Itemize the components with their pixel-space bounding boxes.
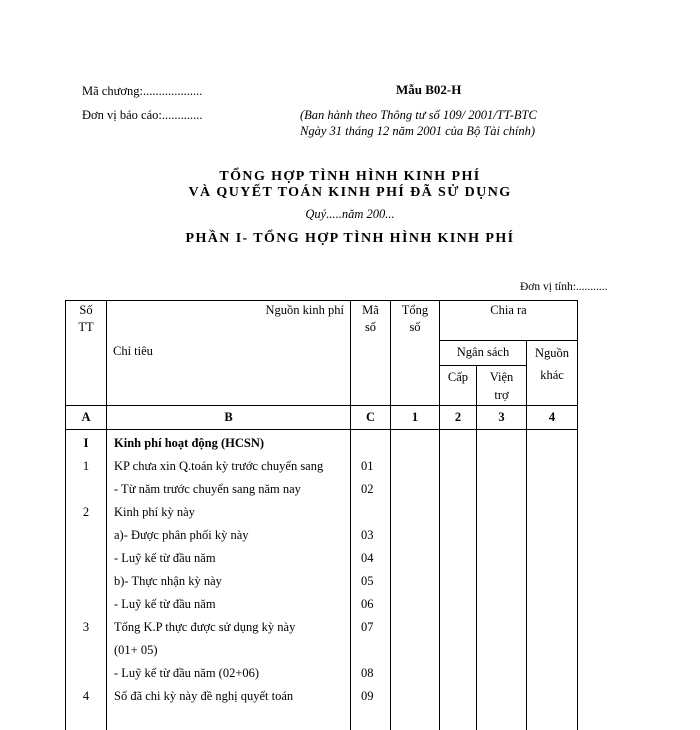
row-stt — [66, 524, 106, 547]
row-code: 02 — [351, 478, 390, 501]
source-header-label: Nguồn kinh phí — [266, 303, 344, 318]
row-code — [351, 501, 390, 524]
row-stt: I — [66, 432, 106, 455]
col-label-4: 4 — [527, 406, 578, 430]
row-code: 06 — [351, 593, 390, 616]
code-column — [351, 430, 391, 730]
row-stt — [66, 639, 106, 662]
row-label: Kinh phí hoạt động (HCSN) — [107, 432, 350, 455]
reporting-unit: Đơn vị báo cáo:............. — [82, 108, 202, 123]
title-line-1: TỔNG HỢP TÌNH HÌNH KINH PHÍ — [0, 169, 700, 185]
row-label: b)- Thực nhận kỳ này — [107, 570, 350, 593]
row-label: - Từ năm trước chuyển sang năm nay — [107, 478, 350, 501]
indicator-column — [107, 430, 351, 730]
split-header: Chia ra — [440, 301, 578, 341]
row-label: - Luỹ kế từ đầu năm — [107, 547, 350, 570]
other-source-header: Nguồn khác — [527, 341, 578, 406]
row-stt — [66, 547, 106, 570]
code-header: Mã số — [351, 301, 391, 406]
row-stt: 3 — [66, 616, 106, 639]
row-label: Tổng K.P thực được sử dụng kỳ này — [107, 616, 350, 639]
row-code: 05 — [351, 570, 390, 593]
total-column — [391, 430, 440, 730]
other-column — [527, 430, 578, 730]
chapter-code: Mã chương:................... — [82, 84, 202, 99]
funding-table — [65, 300, 578, 730]
row-stt: 2 — [66, 501, 106, 524]
row-label: KP chưa xin Q.toán kỳ trước chuyển sang — [107, 455, 350, 478]
row-label: Kinh phí kỳ này — [107, 501, 350, 524]
issued-line-1: (Ban hành theo Thông tư số 109/ 2001/TT-BTC — [300, 108, 537, 123]
col-label-3: 3 — [477, 406, 527, 430]
row-code: 09 — [351, 685, 390, 708]
col-label-a: A — [66, 406, 107, 430]
row-code — [351, 639, 390, 662]
table-body — [66, 430, 578, 730]
row-label: (01+ 05) — [107, 639, 350, 662]
aid-column — [477, 430, 527, 730]
col-label-1: 1 — [391, 406, 440, 430]
report-period: Quý.....năm 200... — [0, 207, 700, 222]
row-code: 01 — [351, 455, 390, 478]
col-label-c: C — [351, 406, 391, 430]
indicator-header-label: Chỉ tiêu — [113, 344, 153, 359]
row-label: - Luỹ kế từ đầu năm — [107, 593, 350, 616]
col-label-b: B — [107, 406, 351, 430]
row-stt — [66, 662, 106, 685]
allocated-column — [440, 430, 477, 730]
row-code: 08 — [351, 662, 390, 685]
budget-header: Ngân sách — [440, 341, 527, 366]
title-line-2: VÀ QUYẾT TOÁN KINH PHÍ ĐÃ SỬ DỤNG — [0, 185, 700, 201]
part-title: PHẦN I- TỔNG HỢP TÌNH HÌNH KINH PHÍ — [0, 231, 700, 247]
allocated-header: Cấp — [440, 366, 477, 406]
row-code: 04 — [351, 547, 390, 570]
form-code: Mẫu B02-H — [396, 82, 461, 98]
row-code — [351, 432, 390, 455]
indicator-header — [107, 301, 351, 406]
row-stt — [66, 570, 106, 593]
row-stt — [66, 478, 106, 501]
aid-header: Viện trợ — [477, 366, 527, 406]
unit-of-measure: Đơn vị tính:........... — [520, 281, 608, 293]
row-label: - Luỹ kế từ đầu năm (02+06) — [107, 662, 350, 685]
stt-column — [66, 430, 107, 730]
row-label: Số đã chi kỳ này đề nghị quyết toán — [107, 685, 350, 708]
row-code: 07 — [351, 616, 390, 639]
row-code: 03 — [351, 524, 390, 547]
issued-line-2: Ngày 31 tháng 12 năm 2001 của Bộ Tài chính) — [300, 124, 535, 139]
column-label-row — [66, 406, 578, 430]
row-stt — [66, 593, 106, 616]
row-stt: 4 — [66, 685, 106, 708]
row-stt: 1 — [66, 455, 106, 478]
stt-header: Số TT — [66, 301, 107, 406]
total-header: Tổng số — [391, 301, 440, 406]
row-label: a)- Được phân phối kỳ này — [107, 524, 350, 547]
col-label-2: 2 — [440, 406, 477, 430]
